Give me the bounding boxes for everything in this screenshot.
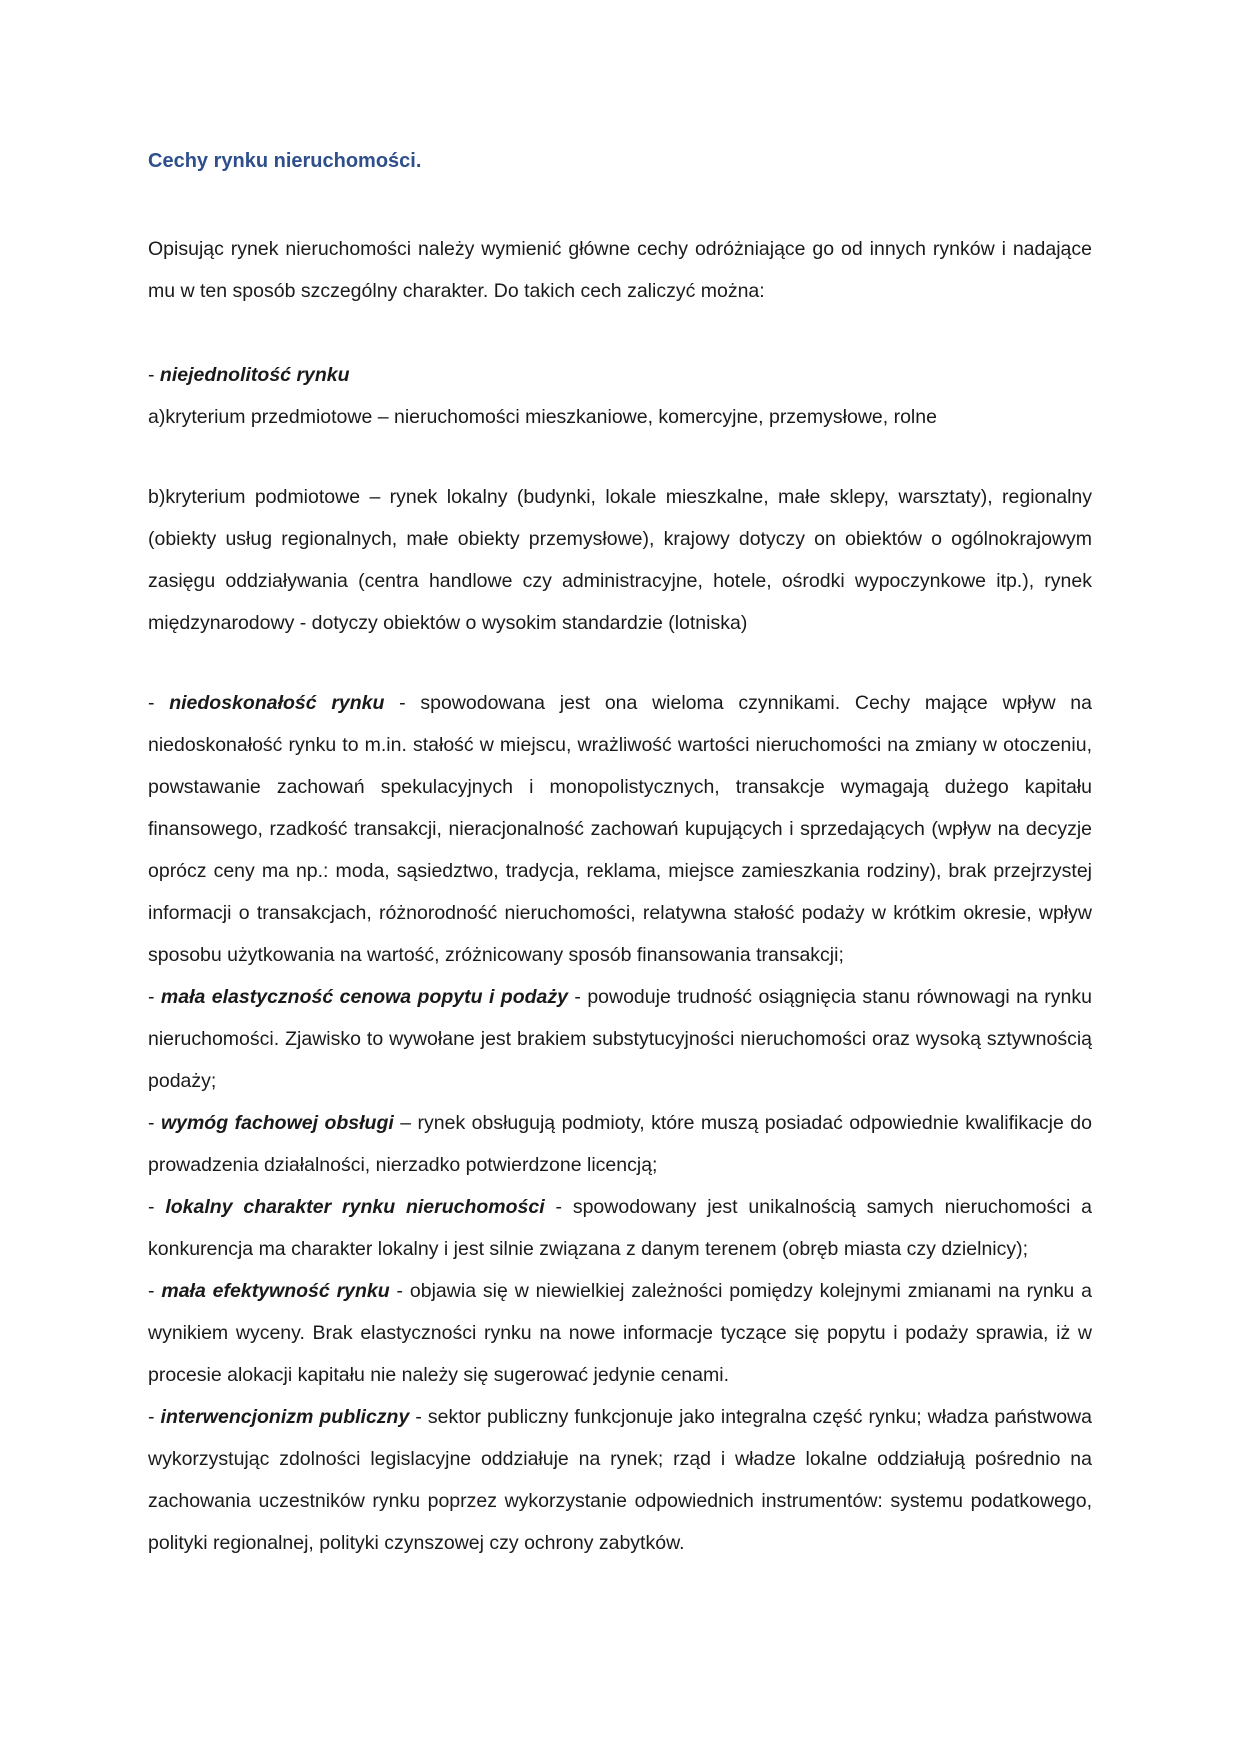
item-interwencjonizm-paragraph bbox=[148, 1396, 1092, 1564]
item-term: mała efektywność rynku bbox=[161, 1280, 390, 1302]
item-term: mała elastyczność cenowa popytu i podaży bbox=[160, 986, 568, 1008]
item-term: niejednolitość rynku bbox=[159, 364, 350, 386]
criterion-a-paragraph: a)kryterium przedmiotowe – nieruchomości mieszkaniowe, komercyjne, przemysłowe, rolne bbox=[148, 406, 937, 428]
item-efektywnosc-paragraph bbox=[148, 1270, 1092, 1396]
document-body bbox=[148, 146, 1092, 1564]
item-prefix: - bbox=[148, 986, 161, 1008]
item-prefix: - bbox=[148, 1406, 161, 1428]
item-niejednolitosc-heading bbox=[148, 354, 1092, 396]
item-term: lokalny charakter rynku nieruchomości bbox=[165, 1196, 545, 1218]
item-elastycznosc-paragraph bbox=[148, 976, 1092, 1102]
item-prefix: - bbox=[148, 1280, 162, 1302]
item-text: - sektor publiczny funkcjonuje jako integralna część rynku; władza państwowa wykorzystując zdolności legislacyjne oddziałuje na rynek; rząd i władze lokalne oddziałują pośrednio na zachowania uczestników rynku poprzez wykorzystanie odpowiednich instrumentów: systemu podatkowego, polityki regionalnej, polityki czynszowej czy ochrony zabytków. bbox=[148, 1406, 1092, 1554]
item-text: - objawia się w niewielkiej zależności pomiędzy kolejnymi zmianami na rynku a wynikiem wyceny. Brak elastyczności rynku na nowe informacje tyczące się popytu i podaży sprawia, iż w procesie alokacji kapitału nie należy się sugerować jedynie cenami. bbox=[148, 1280, 1092, 1386]
item-prefix: - bbox=[148, 1196, 166, 1218]
item-text: - spowodowana jest ona wieloma czynnikami. Cechy mające wpływ na niedoskonałość rynku to m.in. stałość w miejscu, wrażliwość wartości nieruchomości na zmiany w otoczeniu, powstawanie zachowań spekulacyjnych i monopolistycznych, transakcje wymagają dużego kapitału finansowego, rzadkość transakcji, nieracjonalność zachowań kupujących i sprzedających (wpływ na decyzje oprócz ceny ma np.: moda, sąsiedztwo, tradycja, reklama, miejsce zamieszkania rodziny), brak przejrzystej informacji o transakcjach, różnorodność nieruchomości, relatywna stałość podaży w krótkim okresie, wpływ sposobu użytkowania na wartość, zróżnicowany sposób finansowania transakcji; bbox=[148, 692, 1092, 966]
document-title: Cechy rynku nieruchomości. bbox=[148, 150, 422, 172]
item-lokalny-charakter-paragraph bbox=[148, 1186, 1092, 1270]
item-prefix: - bbox=[148, 364, 160, 386]
item-niedoskonalosc-paragraph bbox=[148, 682, 1092, 976]
criterion-b-paragraph: b)kryterium podmiotowe – rynek lokalny (budynki, lokale mieszkalne, małe sklepy, warsztaty), regionalny (obiekty usług regionalnych, małe obiekty przemysłowe), krajowy dotyczy on obiektów o ogólnokrajowym zasięgu oddziaływania (centra handlowe czy administracyjne, hotele, ośrodki wypoczynkowe itp.), rynek międzynarodowy - dotyczy obiektów o wysokim standardzie (lotniska) bbox=[148, 486, 1092, 634]
intro-paragraph: Opisując rynek nieruchomości należy wymienić główne cechy odróżniające go od innych rynków i nadające mu w ten sposób szczególny charakter. Do takich cech zaliczyć można: bbox=[148, 238, 1092, 302]
item-term: niedoskonałość rynku bbox=[169, 692, 385, 714]
item-prefix: - bbox=[148, 692, 170, 714]
item-text: - powoduje trudność osiągnięcia stanu równowagi na rynku nieruchomości. Zjawisko to wywołane jest brakiem substytucyjności nieruchomości oraz wysoką sztywnością podaży; bbox=[148, 986, 1092, 1092]
item-fachowa-obsluga-paragraph bbox=[148, 1102, 1092, 1186]
item-text: - spowodowany jest unikalnością samych nieruchomości a konkurencja ma charakter lokalny i jest silnie związana z danym terenem (obręb miasta czy dzielnicy); bbox=[148, 1196, 1092, 1260]
item-term: interwencjonizm publiczny bbox=[160, 1406, 410, 1428]
item-term: wymóg fachowej obsługi bbox=[160, 1112, 394, 1134]
item-text: – rynek obsługują podmioty, które muszą posiadać odpowiednie kwalifikacje do prowadzenia działalności, nierzadko potwierdzone licencją; bbox=[148, 1112, 1092, 1176]
item-prefix: - bbox=[148, 1112, 161, 1134]
